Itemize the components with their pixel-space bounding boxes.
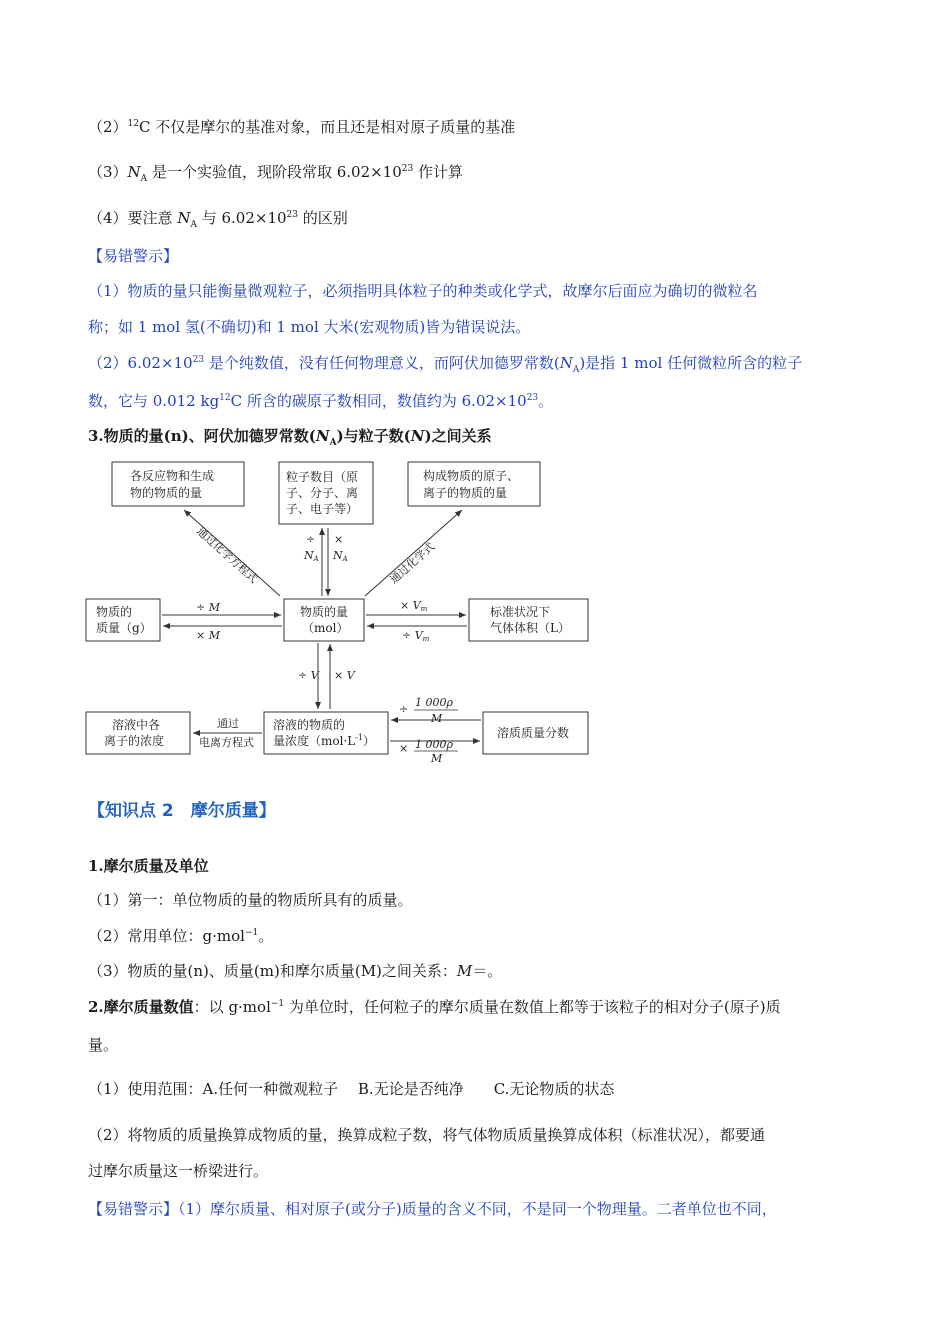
- label-atoms-2: 离子的物质的量: [423, 486, 508, 500]
- text-line-4: （4）要注意 $N_A$ 与 $6.02\times 10^{23}$ 的区别: [88, 209, 348, 230]
- label-atoms-1: 构成物质的原子、: [423, 469, 520, 483]
- warning-paragraph-1a: （1）物质的量只能衡量微观粒子，必须指明具体粒子的种类或化学式，故摩尔后面应为确切的微粒名: [88, 282, 758, 300]
- knowledge-point-title: 【知识点 2 摩尔质量】: [88, 801, 276, 821]
- label-via-formula: 通过化学式: [387, 540, 438, 587]
- label-frac-top-2: 1 000ρ: [415, 738, 453, 751]
- label-mass-2: 质量（g）: [96, 621, 152, 635]
- warning-paragraph-2a: $(2)6.02\times 10^{23}$ 是个纯数值，没有任何物理意义，而阿伏加德罗常数$(N_A)$是指 1 mol 任何微粒所含的粒子: [88, 354, 803, 375]
- molar-line-1: （1）第一：单位物质的量的物质所具有的质量。: [88, 891, 413, 909]
- label-frac-div-sign: ÷: [399, 703, 409, 716]
- molar-conversion-a: （2）将物质的质量换算成物质的量，换算成粒子数，将气体物质质量换算成体积（标准状况），都要通: [88, 1126, 766, 1144]
- label-div-na-sign: ÷: [306, 533, 316, 546]
- molar-heading-1: 1.摩尔质量及单位: [88, 857, 209, 875]
- label-volume-2: 气体体积（L）: [490, 621, 570, 635]
- label-conc-2: 量浓度$(mol\cdot L^{-1})$: [273, 733, 376, 748]
- label-frac-mul-sign: ×: [399, 742, 409, 755]
- label-mul-na: NA: [333, 549, 348, 563]
- warning-paragraph-2b: 数，它与 0.012 $kg^{12}C$ 所含的碳原子数相同，数值约为 $6.02\times 10^{23}$。: [88, 392, 554, 410]
- label-div-na: NA: [304, 549, 319, 563]
- warning-title: 【易错警示】: [88, 247, 179, 265]
- text-line-2: $(2)^{12}C$ 不仅是摩尔的基准对象，而且还是相对原子质量的基准: [88, 118, 516, 136]
- label-frac-bottom-1: M: [431, 712, 443, 725]
- label-mul-vm: × Vm: [400, 599, 428, 613]
- label-div-v: ÷ V: [298, 669, 319, 682]
- section-heading-3: 3.物质的量(n)、阿伏加德罗常数$(N_A)$与粒子数(N)之间关系: [88, 427, 492, 448]
- label-frac-top-1: 1 000ρ: [415, 696, 453, 709]
- molar-use-range: （1）使用范围：A.任何一种微观粒子 B.无论是否纯净 C.无论物质的状态: [88, 1080, 615, 1098]
- warning-paragraph-1b: 称；如 1 mol 氢(不确切)和 1 mol 大米(宏观物质)皆为错误说法。: [88, 318, 531, 336]
- molar-conversion-b: 过摩尔质量这一桥梁进行。: [88, 1162, 269, 1180]
- label-mul-m: × M: [196, 629, 220, 642]
- label-volume-1: 标准状况下: [490, 605, 551, 619]
- label-particles-1: 粒子数目（原: [286, 470, 359, 484]
- label-amount-1: 物质的量: [300, 605, 349, 619]
- molar-line-2: （2）常用单位：g·mol$^{-1}$。: [88, 927, 274, 945]
- label-mass-1: 物质的: [96, 605, 133, 619]
- label-mul-na-sign: ×: [334, 533, 344, 546]
- label-div-vm: ÷ Vm: [402, 629, 430, 643]
- warning-2: 【易错警示】（1）摩尔质量、相对原子(或分子)质量的含义不同，不是同一个物理量。二者单位也不同，: [88, 1200, 777, 1218]
- label-conc-1: 溶液的物质的: [273, 718, 346, 732]
- label-ions-1: 溶液中各: [112, 718, 161, 732]
- label-reactants-1: 各反应物和生成: [130, 469, 215, 483]
- label-frac-bottom-2: M: [431, 752, 443, 765]
- label-ionize-1: 通过: [217, 717, 239, 730]
- molar-line-3: （3）物质的量(n)、质量(m)和摩尔质量(M)之间关系：M＝。: [88, 962, 503, 980]
- label-particles-3: 子、电子等）: [286, 502, 359, 516]
- label-mul-v: × V: [334, 669, 355, 682]
- text-line-3: $(3)N_A$ 是一个实验值，现阶段常取 $6.02\times 10^{23}$ 作计算: [88, 163, 463, 184]
- label-div-m: ÷ M: [196, 601, 220, 614]
- label-ions-2: 离子的浓度: [104, 734, 165, 748]
- molar-heading-2-cont: 量。: [88, 1036, 119, 1054]
- label-mass-fraction: 溶质质量分数: [497, 726, 570, 740]
- molar-heading-2: 2.摩尔质量数值：以 g·mol$^{-1}$ 为单位时，任何粒子的摩尔质量在数值上都等于该粒子的相对分子(原子)质: [88, 998, 781, 1016]
- label-reactants-2: 物的物质的量: [130, 486, 203, 500]
- label-via-equation: 通过化学方程式: [194, 524, 261, 586]
- label-ionize-2: 电离方程式: [199, 736, 254, 749]
- label-particles-2: 子、分子、离: [286, 486, 359, 500]
- label-amount-2: （mol）: [302, 621, 349, 635]
